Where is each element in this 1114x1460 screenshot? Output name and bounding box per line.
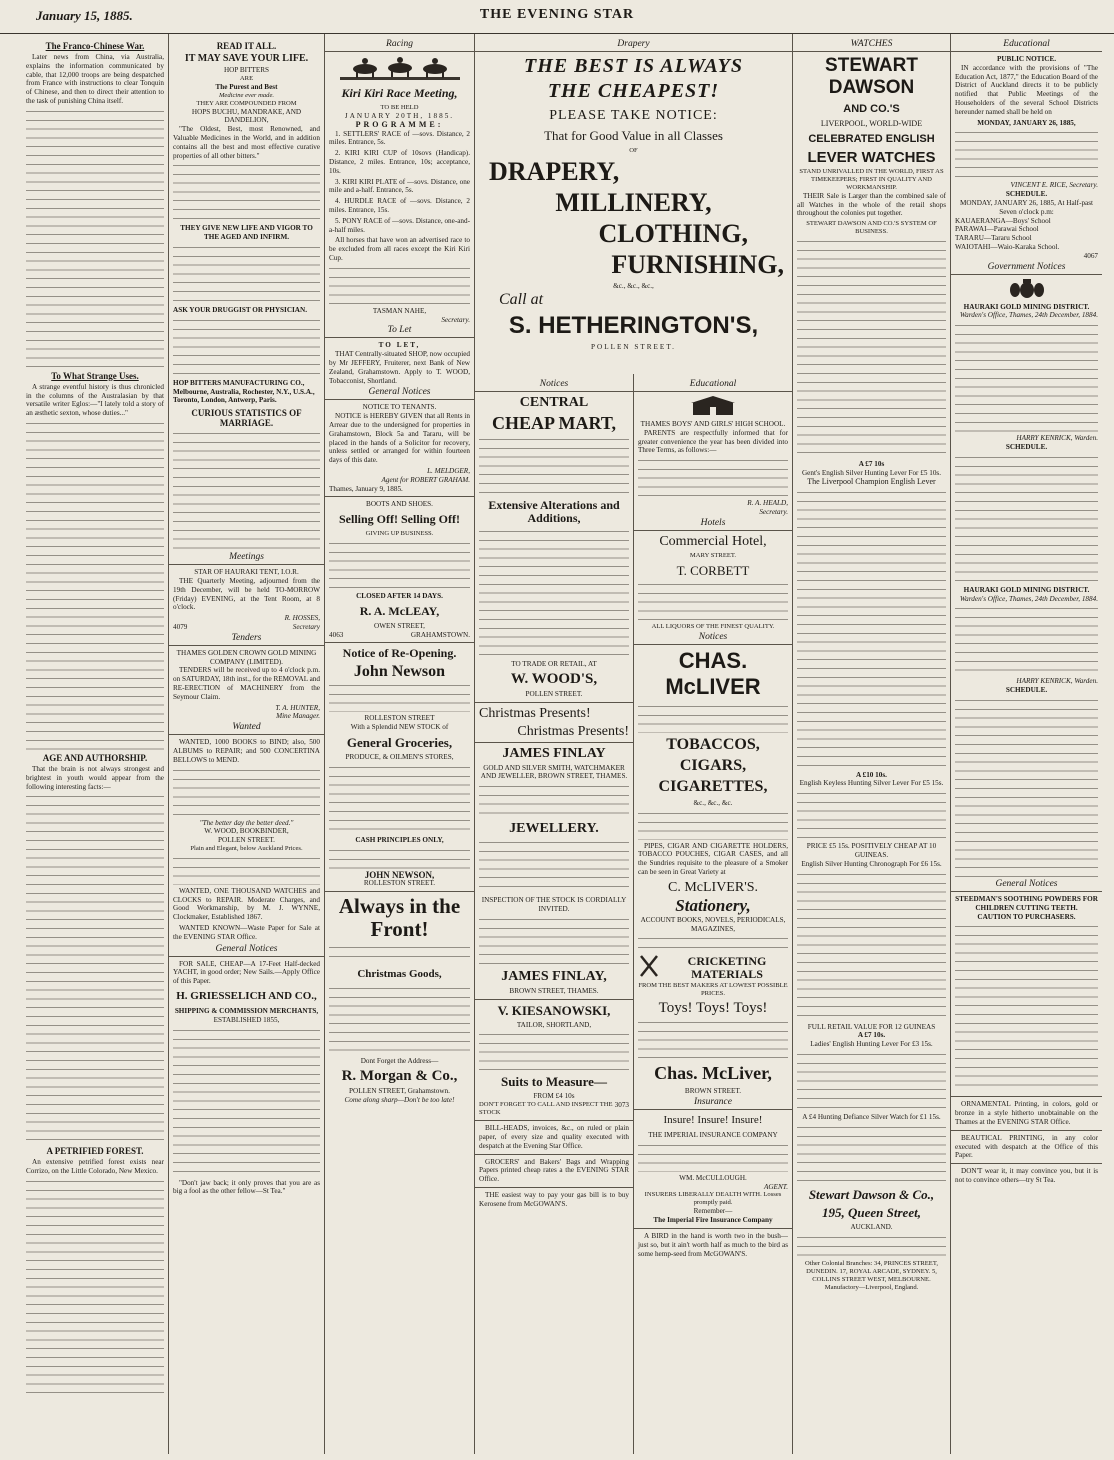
ad-number: 4063 [329, 630, 344, 639]
ad-text: Dont Forget the Address— [360, 1057, 439, 1066]
ad-heading: CHAS. McLIVER [665, 647, 761, 699]
ad-text: ASK YOUR DRUGGIST OR PHYSICIAN. [173, 305, 307, 314]
ad-heading: Extensive Alterations and Additions, [488, 498, 620, 525]
ad-text-block [479, 916, 629, 966]
notice-sign: Agent for ROBERT GRAHAM. [381, 475, 470, 484]
notice-title: NOTICE TO TENANTS. [362, 403, 437, 412]
section-drapery: Drapery [475, 39, 792, 52]
ad-text-block [955, 923, 1098, 1093]
ad-text-block [329, 265, 470, 305]
ad-heading: TO LET, [378, 341, 421, 350]
cricket-bat-icon [638, 953, 660, 982]
ad-text: MONDAY, JANUARY 26, 1885, At Half-past Seven o'clock p.m: [959, 198, 1094, 216]
ad-text-block [329, 764, 470, 834]
ad-text: INSURERS LIBERALLY DEALTH WITH. Losses promptly paid. [644, 1191, 782, 1207]
ad-heading: Christmas Presents! [517, 723, 629, 739]
ad-text: English Silver Hunting Chronograph For £6 15s. [801, 859, 942, 868]
notice-title: SCHEDULE. [1005, 442, 1048, 451]
notice-title: THAMES GOLDEN CROWN GOLD MINING COMPANY (LIMITED). [176, 648, 317, 666]
ad-heading: CIGARETTES, [658, 777, 768, 795]
ad-heading: W. WOOD'S, [510, 670, 598, 687]
ad-heading: FURNISHING, [611, 250, 784, 279]
article-text-block [26, 1178, 164, 1398]
article-text-block [26, 108, 164, 368]
section-notices: Notices [475, 379, 633, 392]
ad-heading: THE BEST IS ALWAYS [524, 55, 743, 77]
ad-text-block [329, 540, 470, 590]
race-item: 3. KIRI KIRI PLATE of —sovs. Distance, one mile and a-half. Entrance, 5s. [329, 177, 470, 195]
ad-text: Other Colonial Branches: 34, PRINCES STREET, DUNEDIN. 17, ROYAL ARCADE, SYDNEY. 5, COLLINS STREET WEST, MELBOURNE. Manufactory—Liverpool, England. [804, 1259, 939, 1291]
ad-body: "The Oldest, Best, most Renowned, and Valuable Medicines in the World, and in addition contains all the best and most effective curative properties of all other bitters." [173, 125, 320, 160]
ad-number: 3073 [614, 1101, 629, 1110]
ad-text: ACCOUNT BOOKS, NOVELS, PERIODICALS, MAGAZINES, [640, 915, 786, 933]
ad-heading: CLOTHING, [598, 219, 748, 248]
ad-heading: H. GRIESSELICH AND CO., [176, 990, 317, 1003]
schedule-item: KAUAERANGA—Boys' School [955, 216, 1051, 225]
ad-text: The Liverpool Champion English Lever [807, 476, 936, 486]
ad-heading: JAMES FINLAY, [501, 968, 607, 984]
ad-text: Gent's English Silver Hunting Lever For £5 10s. [801, 468, 942, 477]
notice-body: IN accordance with the provisions of "The Education Act, 1877," the Education Board of the District of Auckland directs it to be publicly notified that Public Meetings of the Householders of the several School Districts hereunder named shall be held on [955, 63, 1098, 116]
notice-body: THE Quarterly Meeting, adjourned from the 19th December, will be held TO-MORROW (Friday) EVENING, at the Tent Room, at 8 o'clock. [173, 576, 320, 612]
section-general-notices: General Notices [169, 944, 324, 957]
section-general-notices: General Notices [951, 879, 1102, 892]
notice-body: TENDERS will be received up to 4 o'clock p.m. on SATURDAY, 18th inst., for the REMOVAL and RE-ERECTION of MACHINERY from the Seymour Claim. [173, 666, 320, 701]
ad-text-block [797, 1234, 946, 1258]
ad-text: THEY ARE COMPOUNDED FROM [196, 99, 297, 107]
ad-text: OF [629, 147, 638, 154]
ad-heading: READ IT ALL. [216, 41, 277, 51]
ad-text-block [173, 317, 320, 377]
ad-heading: S. HETHERINGTON'S, [508, 311, 759, 339]
notice-sign: VINCENT E. RICE, Secretary. [1010, 181, 1098, 190]
ad-heading: R. Morgan & Co., [341, 1068, 458, 1085]
ad-heading: Chas. McLiver, [654, 1063, 772, 1084]
notice-body: THE easiest way to pay your gas bill is to buy Kerosene from McGOWAN'S. [479, 1190, 629, 1208]
ad-heading: JOHN NEWSON, [364, 869, 435, 880]
hotel-name: Commercial Hotel, [659, 533, 767, 549]
notice-body: THAT Centrally-situated SHOP, now occupied by Mr JEFFERY, Fruiterer, next Bank of New Zealand, Grahamstown. Apply to T. WOOD, Tobacconist, Shortland. [329, 350, 470, 385]
schedule-item: PARAWAI—Parawai School [955, 225, 1039, 234]
ad-text-block [173, 244, 320, 304]
notice-date: MONDAY, JANUARY 26, 1885, [977, 118, 1076, 127]
ad-text: GIVING UP BUSINESS. [365, 530, 434, 538]
section-racing: Racing [325, 39, 474, 52]
ad-text: TO TRADE OR RETAIL, AT [511, 660, 597, 668]
ad-text: AUCKLAND. [850, 1222, 893, 1231]
ad-text-block [638, 1019, 788, 1059]
column-5 [633, 374, 792, 1454]
notice-title: HAURAKI GOLD MINING DISTRICT. [963, 585, 1090, 594]
ad-text: HOP BITTERS MANUFACTURING CO., Melbourne, Australia, Rochester, N.Y., U.S.A., Toronto, London, Antwerp, Paris. [173, 378, 315, 405]
event-date: JANUARY 20TH, 1885. [344, 112, 455, 120]
ad-text: POLLEN STREET. [591, 342, 676, 351]
notice-body: PIPES, CIGAR AND CIGARETTE HOLDERS, TOBACCO POUCHES, CIGAR CASES, and all the Sundries requisite to the pleasure of a Smoker can be seen in Great Variety at [638, 841, 788, 876]
notice-sign: R. A. HEALD, [747, 499, 788, 508]
ad-text: PRODUCE, & OILMEN'S STORES, [345, 753, 454, 762]
ad-text: HOPS BUCHU, MANDRAKE, AND DANDELION, [191, 107, 302, 125]
ad-text: LIVERPOOL, WORLD-WIDE [820, 119, 923, 128]
schedule-item: TARARU—Tararu School [955, 234, 1032, 243]
ad-heading: MILLINERY, [555, 188, 712, 217]
ad-text-block [479, 436, 629, 496]
ad-text: PRICE £5 15s. POSITIVELY CHEAP AT 10 GUINEAS. [806, 842, 937, 859]
ad-heading: CIGARS, [679, 756, 747, 774]
column-3 [324, 34, 474, 1454]
section-watches: WATCHES [793, 39, 950, 52]
ad-text-block [797, 790, 946, 840]
ad-heading: R. A. McLEAY, [359, 603, 440, 618]
column-7 [950, 34, 1102, 1454]
masthead: THE EVENING STAR [479, 7, 635, 22]
ad-text-block [329, 682, 470, 712]
ad-heading: AND CO.'S [843, 103, 900, 115]
ad-price: A £10 10s. [856, 770, 887, 779]
headline-petrified-forest: A PETRIFIED FOREST. [46, 1146, 144, 1157]
ad-text-block [329, 944, 470, 964]
drapery-advert [474, 34, 792, 374]
ad-text: The Purest and Best [215, 82, 278, 91]
ad-text: SHIPPING & COMMISSION MERCHANTS, [174, 1007, 319, 1016]
ad-text: ROLLESTON STREET [364, 714, 435, 723]
notice-body: "Don't jaw back; it only proves that you are as big a fool as the other fellow—St Tea." [173, 1178, 320, 1196]
ad-text: TO BE HELD [380, 104, 419, 111]
ad-text: &c., &c., &c., [613, 282, 654, 290]
ad-text: FROM THE BEST MAKERS AT LOWEST POSSIBLE PRICES. [638, 982, 788, 998]
ad-text: ARE [239, 74, 254, 82]
ad-text-block [797, 871, 946, 1021]
ad-heading: Always in the Front! [338, 894, 461, 942]
ad-text: POLLEN STREET. [525, 689, 583, 698]
horse-race-engraving [329, 55, 470, 83]
ad-heading: V. KIESANOWSKI, [497, 1002, 611, 1018]
ad-text: CLOSED AFTER 14 DAYS. [356, 592, 443, 601]
royal-arms-emblem [955, 278, 1098, 300]
notice-body: All horses that have won an advertised race to be excluded from all races except the Kiri Kiri Cup. [329, 236, 470, 262]
programme-heading: PROGRAMME: [355, 119, 444, 129]
ad-text-block [173, 1027, 320, 1177]
ad-heading: 195, Queen Street, [822, 1204, 921, 1220]
ad-text-block [638, 1142, 788, 1172]
ad-text-block [479, 839, 629, 894]
ad-text: ALL LIQUORS OF THE FINEST QUALITY. [651, 622, 775, 630]
ad-heading: Notice of Re-Opening. [342, 646, 457, 661]
section-wanted: Wanted [169, 722, 324, 735]
section-educational: Educational [634, 379, 792, 392]
headline-age-authorship: AGE AND AUTHORSHIP. [42, 752, 148, 763]
ad-text-block [329, 847, 470, 869]
ad-heading: Stewart Dawson & Co., [808, 1186, 935, 1202]
headline-franco-chinese-war: The Franco-Chinese War. [45, 41, 145, 51]
ad-heading: C. McLIVER'S. [667, 879, 759, 895]
headline-marriage: CURIOUS STATISTICS OF MARRIAGE. [191, 408, 302, 429]
ad-text-block [955, 454, 1098, 584]
ad-text: STEWART DAWSON AND CO.'S SYSTEM OF BUSINESS. [806, 220, 937, 236]
ad-text-block [955, 129, 1098, 179]
race-item: 2. KIRI KIRI CUP of 10sovs (Handicap). Distance, 2 miles. Entrance, 10s; acceptance, 10s. [329, 149, 470, 175]
ad-price: A £7 10s [858, 460, 885, 469]
ad-heading: JEWELLERY. [509, 821, 599, 837]
ad-text-block [955, 605, 1098, 675]
ad-heading: CRICKETING MATERIALS [687, 953, 767, 981]
ad-heading: STEEDMAN'S SOOTHING POWDERS FOR CHILDREN CUTTING TEETH. [955, 894, 1098, 912]
race-item: 5. PONY RACE of —sovs. Distance, one-and-a-half miles. [329, 216, 470, 234]
ad-text: Plain and Elegant, below Auckland Prices. [190, 844, 303, 852]
notice-sign: Secretary. [759, 507, 788, 516]
notice-sign: Secretary. [441, 315, 470, 324]
article-body: Later news from China, via Australia, explains the information communicated by cable, that 12,000 troops are being despatched from France with instructions to clear Tonquin of Chinese, and then to direct their attention to the task of punishing China itself. [26, 53, 164, 105]
ad-text: THE IMPERIAL INSURANCE COMPANY [648, 1130, 778, 1139]
ad-text: A £4 Hunting Defiance Silver Watch for £1 15s. [802, 1112, 941, 1121]
ad-heading: CHEAP MART, [491, 413, 617, 433]
ad-heading: Stationery, [675, 895, 751, 915]
notice-body: PARENTS are respectfully informed that for greater convenience the year has been divided into Three Terms, as follows:— [638, 428, 788, 455]
notice-body: FOR SALE, CHEAP—A 17-Feet Half-decked YACHT, in good order; New Sails.—Apply Office of this Paper. [173, 959, 320, 986]
article-body: That the brain is not always strongest and brightest in youth would appear from the following interesting facts:— [26, 764, 164, 791]
article-body: A strange eventful history is thus chronicled in the columns of the Australasian by that versatile writer Eglos:—"I lately told a story of an æsthetic sexton, whose duties..." [26, 382, 164, 418]
issue-date: January 15, 1885. [36, 8, 133, 23]
notice-date: Thames, January 9, 1885. [329, 484, 403, 493]
ad-text: ESTABLISHED 1855, [213, 1015, 280, 1024]
article-body: An extensive petrified forest exists near Corrizo, on the Little Colorado, New Mexico. [26, 1158, 164, 1176]
school-engraving [638, 395, 788, 417]
notice-body: WANTED, 1000 BOOKS to BIND; also, 500 ALBUMS to REPAIR; and 500 CONCERTINA BELLOWS to MEND. [173, 738, 320, 764]
ad-heading: JAMES FINLAY [502, 745, 606, 761]
notice-body: WANTED KNOWN—Waste Paper for Sale at the EVENING STAR Office. [173, 924, 320, 941]
notice-sign: TASMAN NAHE, [372, 306, 427, 315]
notice-sign: HARRY KENRICK, Warden. [1016, 677, 1098, 686]
ad-heading: Christmas Presents! [479, 705, 591, 721]
ad-text-block [173, 767, 320, 817]
ad-text: STAND UNRIVALLED IN THE WORLD, FIRST AS TIMEKEEPERS; FIRST IN QUALITY AND WORKMANSHIP. [799, 167, 944, 191]
section-general-notices: General Notices [325, 387, 474, 400]
ad-heading: CAUTION TO PURCHASERS. [977, 912, 1076, 921]
ad-text: W. WOOD, BOOKBINDER, [204, 827, 289, 836]
race-item: 4. HURDLE RACE of —sovs. Distance, 2 miles. Entrance, 15s. [329, 197, 470, 214]
notice-body: NOTICE is HEREBY GIVEN that all Rents in Arrear due to the undersigned for properties in Grahamstown, Block 5a and Tararu, will be placed in the hands of a Solicitor for recovery, unless settled or arranged for within fourteen days of this date. [329, 412, 470, 465]
ad-text-block [173, 162, 320, 222]
ad-text-block [797, 1124, 946, 1184]
ad-text: The Imperial Fire Insurance Company [653, 1216, 773, 1225]
notice-sign: HARRY KENRICK, Warden. [1016, 434, 1098, 443]
notice-title: PUBLIC NOTICE. [996, 55, 1057, 63]
ad-heading: PLEASE TAKE NOTICE: [549, 108, 718, 123]
ad-heading: LEVER WATCHES [807, 148, 936, 166]
ad-text-block [638, 457, 788, 497]
section-meetings: Meetings [169, 552, 324, 565]
ad-heading: CELEBRATED ENGLISH [808, 132, 935, 145]
event-title: Kiri Kiri Race Meeting, [341, 86, 458, 100]
notice-body: BILL-HEADS, invoices, &c., on ruled or plain paper, of every size and quality executed with despatch at the Evening Star Office. [479, 1124, 629, 1150]
notice-sign: T. A. HUNTER, [275, 703, 320, 712]
ad-heading: IT MAY SAVE YOUR LIFE. [184, 53, 309, 64]
ad-heading: TOBACCOS, [666, 735, 760, 753]
ad-text: THEY GIVE NEW LIFE AND VIGOR TO THE AGED AND INFIRM. [180, 224, 313, 242]
ad-text-block [638, 581, 788, 621]
ad-heading: T. CORBETT [676, 562, 750, 578]
column-2 [168, 34, 324, 1454]
ad-text: TAILOR, SHORTLAND, [516, 1020, 592, 1029]
column-6 [792, 34, 950, 1454]
ad-text-block [797, 489, 946, 769]
ad-heading: DRAPERY, [489, 157, 620, 186]
notice-sign: WM. McCULLOUGH. [679, 1173, 747, 1182]
ad-text: English Keyless Hunting Silver Lever For £5 15s. [799, 779, 944, 788]
ad-heading: Insure! Insure! Insure! [663, 1113, 763, 1126]
ad-text-block [638, 703, 788, 733]
notice-body: ORNAMENTAL Printing, in colors, gold or bronze in a style hitherto unobtainable on the Thames at the EVENING STAR Office. [955, 1100, 1098, 1126]
ad-heading: CENTRAL [519, 395, 589, 410]
section-tenders: Tenders [169, 633, 324, 646]
ad-text: &c., &c., &c. [693, 798, 733, 807]
ad-text: Remember— [693, 1207, 733, 1216]
ad-text: "The better day the better deed." [199, 818, 294, 827]
notice-title: SCHEDULE. [1005, 686, 1048, 695]
ad-heading: General Groceries, [346, 735, 453, 751]
ad-text: HOP BITTERS [223, 66, 270, 74]
column-1 [22, 34, 168, 1454]
notice-sign: Mine Manager. [276, 712, 320, 721]
ad-text-block [638, 935, 788, 951]
ad-text: CASH PRINCIPLES ONLY, [355, 835, 444, 844]
ad-text-block [955, 322, 1098, 432]
ad-text: POLLEN STREET, Grahamstown. [349, 1087, 450, 1096]
ad-text: MARY STREET. [689, 551, 737, 559]
ad-heading: John Newson [353, 663, 446, 681]
notice-sign: Secretary [292, 622, 320, 631]
schedule-item: WAIOTAHI—Waio-Karaka School. [955, 242, 1060, 251]
notice-body: WANTED, ONE THOUSAND WATCHES and CLOCKS to REPAIR. Moderate Charges, and Good Workmanship, by M. J. WYNNE, Clockmaker, Established 1867. [173, 886, 320, 922]
notice-body: DON'T wear it, it may convince you, but it is not to convince others—try St Tea. [955, 1167, 1098, 1184]
notice-date: Warden's Office, Thames, 24th December, 1884. [959, 311, 1098, 320]
notice-body: THEIR Sale is Larger than the combined sale of all Watches in the whole of the retail shops throughout the colonies put together. [797, 191, 946, 218]
section-notices: Notices [634, 632, 792, 645]
ad-text-block [479, 783, 629, 818]
ad-text-block [329, 985, 470, 1055]
notice-title: STAR OF HAURAKI TENT, I.O.R. [194, 568, 299, 577]
notice-date: Warden's Office, Thames, 24th December, 1884. [959, 594, 1098, 603]
ad-text: DON'T FORGET TO CALL AND INSPECT THE STOCK [479, 1101, 613, 1117]
ad-heading: Toys! Toys! Toys! [658, 1000, 768, 1017]
ad-text: Medicine ever made. [218, 91, 275, 99]
section-to-let: To Let [325, 325, 474, 338]
section-hotels: Hotels [634, 518, 792, 531]
column-4 [474, 374, 633, 1454]
notice-sign: R. HOSSES, [284, 614, 320, 623]
ad-text: OWEN STREET, [374, 621, 425, 630]
school-title: THAMES BOYS' AND GIRLS' HIGH SCHOOL. [640, 420, 786, 428]
section-educational: Educational [951, 39, 1102, 52]
ad-heading: THE CHEAPEST! [547, 80, 720, 102]
article-text-block [26, 793, 164, 1143]
ad-heading: That for Good Value in all Classes [544, 128, 723, 143]
notice-body: GROCERS' and Bakers' Bags and Wrapping Papers printed cheap rates a the EVENING STAR Office. [479, 1157, 629, 1184]
ad-text-block [479, 528, 629, 658]
ad-text: Come along sharp—Don't be too late! [344, 1095, 455, 1104]
ad-text: BROWN STREET. [684, 1087, 742, 1096]
article-text-block [26, 420, 164, 750]
ad-heading: BOOTS AND SHOES. [366, 500, 433, 509]
ad-number: 4067 [1083, 251, 1098, 260]
notice-title: HAURAKI GOLD MINING DISTRICT. [963, 302, 1090, 311]
ad-text: ROLLESTON STREET. [363, 879, 436, 888]
notice-sign: L. MELDGER, [427, 466, 470, 475]
section-government-notices: Government Notices [951, 262, 1102, 275]
article-text-block [173, 430, 320, 550]
race-item: 1. SETTLERS' RACE of —sovs. Distance, 2 miles. Entrance, 5s. [329, 129, 470, 147]
notice-sign: AGENT. [763, 1182, 788, 1191]
ad-text: GRAHAMSTOWN. [410, 630, 470, 639]
ad-text: BROWN STREET, THAMES. [509, 986, 599, 995]
ad-text: GOLD AND SILVER SMITH, WATCHMAKER AND JEWELLER, BROWN STREET, THAMES. [480, 763, 628, 781]
ad-text-block [797, 238, 946, 458]
page-header [0, 0, 1114, 34]
notice-body: BEAUTICAL PRINTING, in any color executed with despatch at the Office of this Paper. [955, 1133, 1098, 1160]
notice-title: SCHEDULE. [1005, 190, 1048, 199]
ad-text: FROM £4 10s [533, 1092, 575, 1101]
ad-text-block [173, 855, 320, 885]
notice-body: A BIRD in the hand is worth two in the bush—just so, but it ain't worth half as much to the bird as some hemp-seed from McGOWAN'S. [638, 1231, 788, 1258]
ad-heading: Call at [499, 290, 544, 308]
section-insurance: Insurance [634, 1097, 792, 1110]
ad-number: 4079 [173, 622, 188, 631]
ad-text: Ladies' English Hunting Lever For £3 15s. [810, 1040, 933, 1049]
ad-heading: STEWART DAWSON [825, 55, 918, 98]
ad-text: FULL RETAIL VALUE FOR 12 GUINEAS [807, 1022, 936, 1031]
ad-text: INSPECTION OF THE STOCK IS CORDIALLY INVITED. [481, 896, 627, 913]
ad-heading: Suits to Measure— [501, 1074, 607, 1090]
ad-price: A £7 10s. [857, 1031, 886, 1040]
ad-text-block [797, 1051, 946, 1111]
ad-text-block [479, 1031, 629, 1071]
ad-text: POLLEN STREET. [218, 836, 275, 845]
ad-text: With a Splendid NEW STOCK of [350, 723, 449, 732]
ad-heading: Christmas Goods, [357, 968, 442, 981]
headline-strange-uses: To What Strange Uses. [51, 370, 139, 381]
ad-heading: Selling Off! Selling Off! [339, 512, 460, 527]
ad-text-block [955, 697, 1098, 877]
ad-text-block [638, 810, 788, 840]
